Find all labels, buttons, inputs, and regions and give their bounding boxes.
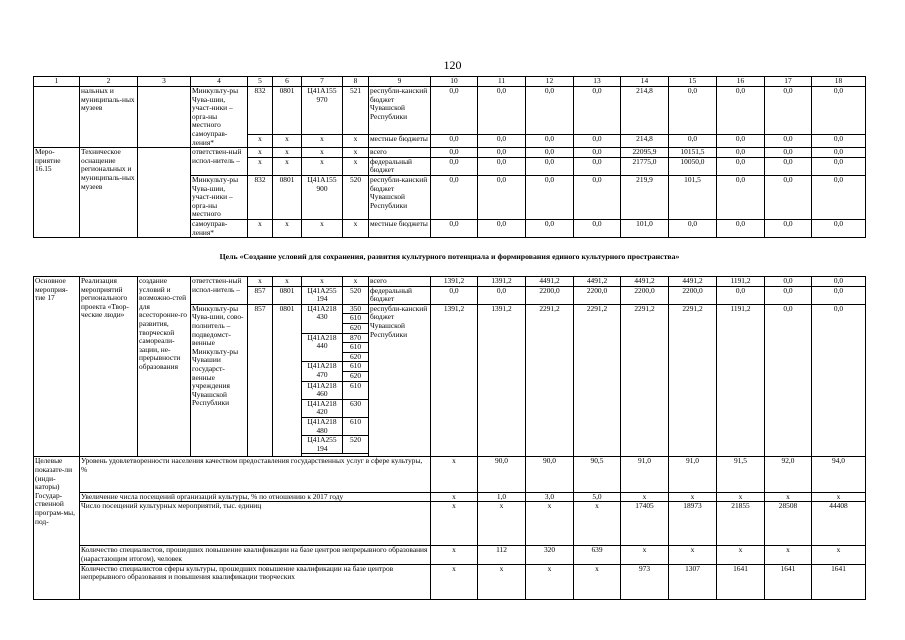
- table-cell: x: [273, 219, 302, 237]
- table-cell: 214,8: [621, 87, 669, 135]
- table-cell: Меро-приятие 16.15: [34, 148, 80, 238]
- table-row: [34, 148, 866, 158]
- table-cell: 320: [526, 546, 574, 564]
- column-header: 8: [343, 77, 369, 87]
- table-cell: 10151,5: [669, 148, 717, 158]
- table-cell: 0,0: [574, 175, 621, 219]
- table-cell: x: [717, 546, 765, 564]
- table-cell: x: [574, 502, 621, 546]
- table-cell: 1391,2: [431, 277, 478, 287]
- table-cell: Ц41А218 480: [302, 418, 343, 436]
- table-cell: x: [302, 135, 343, 148]
- table-cell: 857: [248, 304, 273, 457]
- table-cell: 0,0: [574, 135, 621, 148]
- table-cell: самоуправ-ления*: [191, 219, 248, 237]
- table-cell: 0,0: [478, 87, 526, 135]
- table-cell: 0,0: [812, 135, 866, 148]
- table-cell: 870: [343, 333, 369, 343]
- table-cell: 0,0: [526, 87, 574, 135]
- table-cell: 1,0: [478, 492, 526, 502]
- table-cell: 0,0: [717, 148, 765, 158]
- table-cell: x: [302, 219, 343, 237]
- table-cell: федеральный бюджет: [369, 157, 431, 175]
- table-cell: x: [343, 277, 369, 287]
- table-cell: 0,0: [812, 87, 866, 135]
- table-cell: x: [343, 135, 369, 148]
- table-cell: ответствен-ный испол-нитель –: [191, 277, 248, 305]
- table-cell: [138, 148, 191, 238]
- table-cell: 2200,0: [669, 286, 717, 304]
- table-cell: Ц41А218 440: [302, 333, 343, 362]
- table-cell: Увеличение числа посещений организаций культуры, % по отношению к 2017 году: [80, 492, 431, 502]
- table-cell: x: [621, 492, 669, 502]
- table-cell: 1641: [717, 564, 765, 599]
- table-cell: x: [431, 492, 478, 502]
- table-cell: 610: [343, 314, 369, 324]
- table-cell: 94,0: [812, 457, 866, 492]
- table-cell: x: [343, 157, 369, 175]
- table-cell: 857: [248, 286, 273, 304]
- table-cell: 832: [248, 175, 273, 219]
- table-cell: x: [302, 277, 343, 287]
- table-cell: 2200,0: [574, 286, 621, 304]
- table-cell: 2291,2: [526, 304, 574, 457]
- table-cell: x: [273, 277, 302, 287]
- table-cell: x: [302, 157, 343, 175]
- table-cell: 4491,2: [621, 277, 669, 287]
- table-cell: 520: [343, 436, 369, 454]
- table-cell: 0,0: [431, 157, 478, 175]
- table-cell: 4491,2: [669, 277, 717, 287]
- table-cell: 2200,0: [621, 286, 669, 304]
- table-cell: 0,0: [431, 148, 478, 158]
- table-cell: республи-канский бюджет Чувашской Республики: [369, 175, 431, 219]
- table-cell: Количество специалистов сферы культуры, прошедших повышение квалификации на базе центров непрерывного образования и повышения квалификации творческих: [80, 564, 431, 599]
- table-cell: 0,0: [478, 148, 526, 158]
- table-cell: 2291,2: [669, 304, 717, 457]
- table-cell: 0,0: [717, 87, 765, 135]
- table-cell: Ц41А255 194: [302, 436, 343, 454]
- table-cell: 0,0: [717, 135, 765, 148]
- table-cell: 1641: [812, 564, 866, 599]
- budget-table: [33, 76, 866, 600]
- table-cell: 101,0: [621, 219, 669, 237]
- table-cell: 214,8: [621, 135, 669, 148]
- table-cell: 0,0: [765, 304, 812, 457]
- table-cell: 0,0: [812, 277, 866, 287]
- table-cell: Ц41А218 460: [302, 381, 343, 399]
- table-cell: x: [669, 546, 717, 564]
- column-header: 11: [478, 77, 526, 87]
- table-cell: Ц41А255 194: [302, 286, 343, 304]
- table-cell: x: [248, 277, 273, 287]
- table-cell: 620: [343, 324, 369, 334]
- column-header: 10: [431, 77, 478, 87]
- table-cell: [138, 87, 191, 148]
- table-cell: x: [431, 564, 478, 599]
- table-cell: 620: [343, 372, 369, 382]
- table-cell: 91,0: [669, 457, 717, 492]
- table-cell: x: [574, 564, 621, 599]
- goal-heading: Цель «Создание условий для сохранения, развития культурного потенциала и формирования единого культурного пространства»: [34, 238, 866, 277]
- table-cell: 1191,2: [717, 304, 765, 457]
- table-cell: Ц41А155 900: [302, 175, 343, 219]
- table-cell: 0,0: [812, 157, 866, 175]
- table-cell: x: [765, 492, 812, 502]
- table-cell: 101,5: [669, 175, 717, 219]
- table-row: [34, 238, 866, 277]
- table-cell: x: [273, 148, 302, 158]
- table-cell: Уровень удовлетворенности населения качеством предоставления государственных услуг в сфере культуры, %: [80, 457, 431, 492]
- table-cell: 0,0: [812, 219, 866, 237]
- table-cell: 0,0: [765, 175, 812, 219]
- table-cell: республи-канский бюджет Чувашской Республики: [369, 304, 431, 457]
- table-cell: 21775,0: [621, 157, 669, 175]
- table-cell: Минкульту-ры Чува-шии, сово-полнитель – подведомст-венные Минкульту-ры Чувашии государст-венные учреждения Чувашской Республики: [191, 304, 248, 457]
- table-cell: 0,0: [574, 219, 621, 237]
- table-cell: 832: [248, 87, 273, 135]
- table-cell: местные бюджеты: [369, 135, 431, 148]
- table-cell: 610: [343, 343, 369, 353]
- table-cell: 610: [343, 418, 369, 436]
- table-cell: 0,0: [431, 219, 478, 237]
- table-cell: 219,9: [621, 175, 669, 219]
- table-cell: 630: [343, 399, 369, 417]
- column-header: 6: [273, 77, 302, 87]
- table-cell: 0,0: [431, 87, 478, 135]
- table-cell: республи-канский бюджет Чувашской Республики: [369, 87, 431, 135]
- table-cell: x: [273, 157, 302, 175]
- table-cell: 610: [343, 362, 369, 372]
- table-cell: 0,0: [765, 148, 812, 158]
- column-header: 2: [80, 77, 138, 87]
- table-cell: Ц41А155 970: [302, 87, 343, 135]
- table-cell: x: [526, 564, 574, 599]
- table-cell: 2291,2: [574, 304, 621, 457]
- table-cell: 112: [478, 546, 526, 564]
- table-cell: ответствен-ный испол-нитель –: [191, 148, 248, 176]
- table-cell: 10050,0: [669, 157, 717, 175]
- table-cell: Техническое оснащение региональных и муниципаль-ных музеев: [80, 148, 138, 238]
- table-row: [34, 492, 866, 502]
- column-header: 4: [191, 77, 248, 87]
- table-cell: 1391,2: [431, 304, 478, 457]
- table-cell: 90,0: [526, 457, 574, 492]
- table-cell: Целевые показате-ли (инди-каторы) Государ-ственной програм-мы, под-: [34, 457, 80, 600]
- table-cell: 91,5: [717, 457, 765, 492]
- table-cell: 0,0: [812, 304, 866, 457]
- table-cell: 1191,2: [717, 277, 765, 287]
- table-cell: x: [765, 546, 812, 564]
- table-cell: 0,0: [717, 175, 765, 219]
- column-header: 3: [138, 77, 191, 87]
- table-cell: x: [621, 546, 669, 564]
- table-cell: 4491,2: [574, 277, 621, 287]
- table-cell: 0,0: [765, 277, 812, 287]
- table-cell: местные бюджеты: [369, 219, 431, 237]
- table-cell: 0,0: [717, 219, 765, 237]
- column-header: 9: [369, 77, 431, 87]
- table-cell: 0801: [273, 175, 302, 219]
- table-cell: Ц41А218 420: [302, 399, 343, 417]
- table-cell: 0,0: [526, 148, 574, 158]
- table-cell: 0,0: [526, 219, 574, 237]
- table-cell: всего: [369, 148, 431, 158]
- table-cell: 0,0: [478, 286, 526, 304]
- column-header: 15: [669, 77, 717, 87]
- table-cell: x: [812, 546, 866, 564]
- table-cell: 0,0: [812, 148, 866, 158]
- table-cell: 520: [343, 175, 369, 219]
- table-cell: 5,0: [574, 492, 621, 502]
- table-cell: 521: [343, 87, 369, 135]
- table-cell: 0,0: [526, 135, 574, 148]
- table-cell: x: [717, 492, 765, 502]
- table-cell: 620: [343, 352, 369, 362]
- table-cell: x: [526, 502, 574, 546]
- table-cell: 18973: [669, 502, 717, 546]
- table-cell: 2200,0: [526, 286, 574, 304]
- table-cell: 91,0: [621, 457, 669, 492]
- table-cell: x: [431, 502, 478, 546]
- table-cell: 2291,2: [621, 304, 669, 457]
- table-cell: 0,0: [431, 286, 478, 304]
- table-cell: Реализация мероприятий регионального проекта «Твор-ческие люди»: [80, 277, 138, 457]
- table-cell: 92,0: [765, 457, 812, 492]
- table-row: [34, 564, 866, 599]
- table-cell: 0,0: [765, 219, 812, 237]
- table-cell: Ц41А218 470: [302, 362, 343, 381]
- table-cell: x: [248, 135, 273, 148]
- column-header: 16: [717, 77, 765, 87]
- table-cell: 0,0: [526, 175, 574, 219]
- table-cell: 21855: [717, 502, 765, 546]
- table-cell: [34, 87, 80, 148]
- table-cell: 350: [343, 304, 369, 314]
- table-cell: 0,0: [812, 175, 866, 219]
- table-cell: 639: [574, 546, 621, 564]
- table-cell: Минкульту-ры Чува-шии, участ-ники – орга-ны местного: [191, 175, 248, 219]
- table-cell: 1391,2: [478, 304, 526, 457]
- page-number: 120: [443, 58, 462, 72]
- table-cell: 0801: [273, 304, 302, 457]
- table-cell: 0,0: [765, 87, 812, 135]
- column-header: 13: [574, 77, 621, 87]
- column-header: 12: [526, 77, 574, 87]
- table-cell: 44408: [812, 502, 866, 546]
- column-header: 5: [248, 77, 273, 87]
- table-cell: 0,0: [765, 135, 812, 148]
- table-cell: Минкульту-ры Чува-шии, участ-ники – орга-ны местного самоуправ-ления*: [191, 87, 248, 148]
- table-cell: 0,0: [431, 175, 478, 219]
- table-cell: x: [273, 135, 302, 148]
- column-header: 7: [302, 77, 343, 87]
- table-cell: Ц41А218 430: [302, 304, 343, 333]
- table-cell: всего: [369, 277, 431, 287]
- table-row: [34, 457, 866, 492]
- table-cell: x: [248, 157, 273, 175]
- table-cell: x: [343, 148, 369, 158]
- table-cell: 28508: [765, 502, 812, 546]
- table-cell: x: [669, 492, 717, 502]
- table-cell: нальных и муниципаль-ных музеев: [80, 87, 138, 148]
- table-cell: 0,0: [717, 286, 765, 304]
- table-cell: 1391,2: [478, 277, 526, 287]
- table-cell: 0,0: [526, 157, 574, 175]
- table-cell: 0,0: [765, 157, 812, 175]
- table-cell: Количество специалистов, прошедших повышение квалификации на базе центров непрерывного образования (нарастающим итогом), человек: [80, 546, 431, 564]
- table-cell: 0,0: [574, 148, 621, 158]
- table-cell: x: [431, 546, 478, 564]
- table-cell: создание условий и возможно-стей для всесторонне-го развития, творческой самореали-зации, не-прерывности образования: [138, 277, 191, 457]
- table-cell: 0,0: [478, 135, 526, 148]
- table-cell: 4491,2: [526, 277, 574, 287]
- table-cell: 17405: [621, 502, 669, 546]
- table-cell: 22095,9: [621, 148, 669, 158]
- column-header: 17: [765, 77, 812, 87]
- table-cell: 0,0: [431, 135, 478, 148]
- column-header: 1: [34, 77, 80, 87]
- table-cell: x: [302, 148, 343, 158]
- column-header: 18: [812, 77, 866, 87]
- table-cell: 0,0: [812, 286, 866, 304]
- table-cell: 90,0: [478, 457, 526, 492]
- table-cell: 0,0: [765, 286, 812, 304]
- table-cell: 0,0: [669, 219, 717, 237]
- table-cell: x: [478, 564, 526, 599]
- table-cell: 0,0: [669, 135, 717, 148]
- table-cell: 973: [621, 564, 669, 599]
- table-cell: x: [812, 492, 866, 502]
- table-cell: 610: [343, 381, 369, 399]
- table-cell: Число посещений культурных мероприятий, тыс. единиц: [80, 502, 431, 546]
- table-cell: 0,0: [717, 157, 765, 175]
- table-cell: 90,5: [574, 457, 621, 492]
- table-cell: 0,0: [478, 219, 526, 237]
- table-cell: x: [478, 502, 526, 546]
- table-cell: 1641: [765, 564, 812, 599]
- table-cell: x: [248, 148, 273, 158]
- table-cell: 0801: [273, 286, 302, 304]
- table-cell: x: [431, 457, 478, 492]
- table-row: [34, 87, 866, 135]
- table-cell: 3,0: [526, 492, 574, 502]
- table-cell: 0,0: [574, 157, 621, 175]
- table-cell: федеральный бюджет: [369, 286, 431, 304]
- table-cell: 520: [343, 286, 369, 304]
- table-row: [34, 546, 866, 564]
- table-cell: 0,0: [669, 87, 717, 135]
- table-row: [34, 77, 866, 87]
- table-cell: 0801: [273, 87, 302, 135]
- table-cell: 1307: [669, 564, 717, 599]
- column-header: 14: [621, 77, 669, 87]
- table-row: [34, 502, 866, 546]
- table-cell: 0,0: [574, 87, 621, 135]
- table-cell: x: [343, 219, 369, 237]
- table-cell: 0,0: [478, 157, 526, 175]
- table-row: [34, 277, 866, 287]
- table-cell: Основное мероприя-тие 17: [34, 277, 80, 457]
- table-cell: x: [248, 219, 273, 237]
- table-cell: 0,0: [478, 175, 526, 219]
